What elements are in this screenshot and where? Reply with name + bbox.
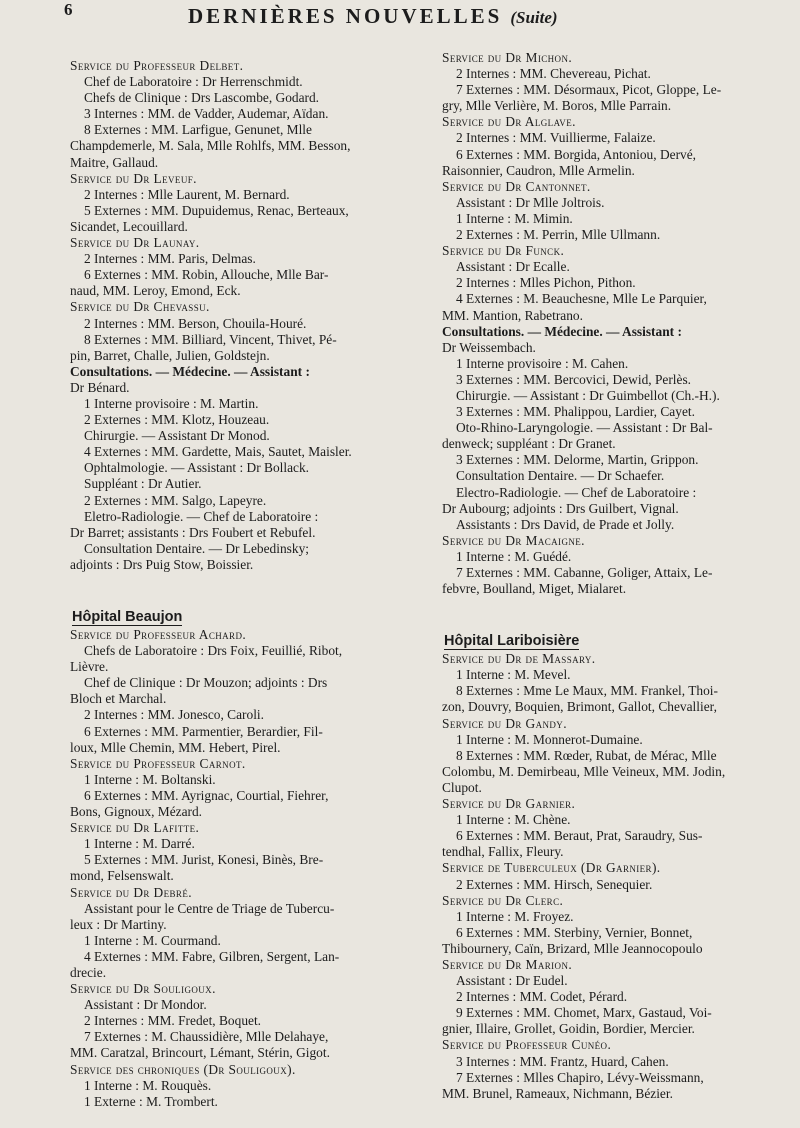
hospital-heading: Hôpital Beaujon: [72, 609, 183, 625]
text-line: 2 Internes : MM. Jonesco, Caroli.: [84, 707, 265, 723]
service-heading: Service du Dr Leveuf.: [70, 170, 197, 186]
text-line: MM. Caratzal, Brincourt, Lémant, Stérin, Gigot.: [70, 1045, 330, 1061]
text-line: 7 Externes : M. Chaussidière, Mlle Delahaye,: [84, 1029, 329, 1045]
service-heading: Service du Dr Funck.: [442, 243, 565, 259]
text-line: Assistant : Dr Mlle Joltrois.: [456, 194, 605, 210]
text-line: 1 Interne : M. Guédé.: [456, 548, 572, 564]
text-line: Consultation Dentaire. — Dr Schaefer.: [456, 468, 665, 484]
text-line: 6 Externes : MM. Ayrignac, Courtial, Fiehrer,: [84, 787, 329, 803]
service-heading: Service du Dr Launay.: [70, 235, 200, 251]
service-heading: Service du Dr de Massary.: [442, 651, 596, 667]
text-line: Clupot.: [442, 779, 482, 795]
text-line: 5 Externes : MM. Jurist, Konesi, Binès, Bre-: [84, 852, 324, 868]
text-line: mond, Felsenswalt.: [70, 868, 174, 884]
service-heading: Service des chroniques (Dr Souligoux).: [70, 1061, 296, 1077]
text-line: Sicandet, Lecouillard.: [70, 218, 188, 234]
text-line: 3 Externes : MM. Phalippou, Lardier, Cayet.: [456, 404, 695, 420]
text-line: 3 Internes : MM. de Vadder, Audemar, Aïdan.: [84, 106, 329, 122]
text-line: 2 Internes : MM. Fredet, Boquet.: [84, 1013, 262, 1029]
text-line: Chef de Clinique : Dr Mouzon; adjoints : Drs: [84, 675, 328, 691]
text-line: Dr Weissembach.: [442, 339, 536, 355]
text-line: Assistants : Drs David, de Prade et Jolly.: [456, 516, 675, 532]
text-line: Dr Aubourg; adjoints : Drs Guilbert, Vignal.: [442, 500, 679, 516]
text-line: Maitre, Gallaud.: [70, 154, 159, 170]
text-line: 1 Interne : M. Darré.: [84, 836, 195, 852]
right-column: [442, 50, 788, 1102]
spacer: [442, 597, 788, 614]
text-line: denweck; suppléant : Dr Granet.: [442, 436, 616, 452]
text-line: Chefs de Laboratoire : Drs Foix, Feuillié, Ribot,: [84, 643, 343, 659]
service-heading: Service du Dr Souligoux.: [70, 981, 216, 997]
text-line: 2 Externes : MM. Hirsch, Senequier.: [456, 876, 653, 892]
text-line: Ophtalmologie. — Assistant : Dr Bollack.: [84, 460, 310, 476]
text-line: 1 Interne : M. Froyez.: [456, 908, 574, 924]
text-line: Thibournery, Caïn, Brizard, Mlle Jeannocopoulo: [442, 940, 703, 956]
spacer: [442, 614, 788, 631]
service-heading: Service du Professeur Achard.: [70, 627, 247, 642]
text-line: 1 Interne : M. Chène.: [456, 812, 571, 828]
text-line: 1 Interne : M. Rouquès.: [84, 1077, 212, 1093]
text-line: 2 Internes : Mlle Laurent, M. Bernard.: [84, 186, 290, 202]
text-line: 8 Externes : MM. Larfigue, Genunet, Mlle: [84, 122, 312, 138]
service-heading: Service du Dr Alglave.: [442, 114, 576, 130]
service-heading: Service du Professeur Delbet.: [70, 58, 244, 73]
page-number: 6: [64, 0, 73, 19]
text-line: Bloch et Marchal.: [70, 691, 167, 707]
service-heading: Service du Dr Clerc.: [442, 892, 564, 908]
text-line: 8 Externes : Mme Le Maux, MM. Frankel, Thoi-: [456, 683, 718, 699]
text-line: 1 Interne : M. Mimin.: [456, 210, 573, 226]
text-line: Electro-Radiologie. — Chef de Laboratoire :: [456, 484, 697, 500]
text-line: 8 Externes : MM. Billiard, Vincent, Thivet, Pé-: [84, 331, 337, 347]
text-line: 6 Externes : MM. Robin, Allouche, Mlle Bar-: [84, 267, 329, 283]
text-line: 1 Interne provisoire : M. Martin.: [84, 395, 259, 411]
text-line: 2 Internes : Mlles Pichon, Pithon.: [456, 275, 636, 291]
service-heading: Service du Dr Cantonnet.: [442, 178, 591, 194]
text-line: Consultation Dentaire. — Dr Lebedinsky;: [84, 540, 309, 556]
text-line: Raisonnier, Caudron, Mlle Armelin.: [442, 162, 635, 178]
text-line: 4 Externes : MM. Fabre, Gilbren, Sergent, Lan-: [84, 948, 340, 964]
text-line: 1 Interne : M. Courmand.: [84, 932, 221, 948]
text-line: 9 Externes : MM. Chomet, Marx, Gastaud, Voi-: [456, 1005, 712, 1021]
text-line: 2 Internes : MM. Berson, Chouila-Houré.: [84, 315, 307, 331]
hospital-heading: Hôpital Lariboisière: [444, 633, 580, 650]
text-line: 3 Internes : MM. Frantz, Huard, Cahen.: [456, 1053, 669, 1069]
service-heading: Service du Dr Michon.: [442, 50, 573, 65]
running-head-title: DERNIÈRES NOUVELLES: [188, 4, 503, 28]
text-line: 2 Externes : MM. Salgo, Lapeyre.: [84, 492, 267, 508]
text-line: 1 Interne : M. Mevel.: [456, 667, 571, 683]
text-line: Assistant : Dr Eudel.: [456, 973, 568, 989]
text-line: Champdemerle, M. Sala, Mlle Rohlfs, MM. Besson,: [70, 138, 351, 154]
text-line: gnier, Illaire, Grollet, Goidin, Bordier, Mercier.: [442, 1021, 695, 1037]
service-heading: Service du Dr Gandy.: [442, 715, 567, 731]
left-column: [70, 58, 417, 1110]
text-line: Dr Barret; assistants : Drs Foubert et Rebufel.: [70, 524, 316, 540]
text-line: Chef de Laboratoire : Dr Herrenschmidt.: [84, 74, 303, 90]
text-line: Chirurgie. — Assistant : Dr Guimbellot (Ch.-H.).: [456, 387, 720, 403]
text-line: loux, Mlle Chemin, MM. Hebert, Pirel.: [70, 739, 281, 755]
text-line: Assistant pour le Centre de Triage de Tubercu-: [84, 900, 335, 916]
service-heading: Service du Professeur Carnot.: [70, 755, 246, 771]
text-line: 1 Interne : M. Boltanski.: [84, 771, 216, 787]
text-line: 1 Externe : M. Trombert.: [84, 1093, 218, 1109]
service-heading: Service du Dr Debré.: [70, 884, 192, 900]
text-line: 2 Internes : MM. Chevereau, Pichat.: [456, 66, 651, 82]
text-line: 8 Externes : MM. Rœder, Rubat, de Mérac, Mlle: [456, 747, 717, 763]
service-heading: Service du Dr Marion.: [442, 956, 573, 972]
text-line: MM. Brunel, Rameaux, Nichmann, Bézier.: [442, 1085, 673, 1101]
consultations-heading: Consultations. — Médecine. — Assistant :: [442, 323, 682, 339]
text-line: Chefs de Clinique : Drs Lascombe, Godard.: [84, 90, 320, 106]
spacer: [70, 573, 417, 590]
text-line: naud, MM. Leroy, Emond, Eck.: [70, 283, 241, 299]
text-line: pin, Barret, Challe, Julien, Goldstejn.: [70, 347, 270, 363]
text-line: 1 Interne provisoire : M. Cahen.: [456, 355, 629, 371]
text-line: Bons, Gignoux, Mézard.: [70, 804, 203, 820]
text-line: Assistant : Dr Mondor.: [84, 997, 207, 1013]
text-line: Colombu, M. Demirbeau, Mlle Veineux, MM. Jodin,: [442, 763, 726, 779]
text-line: 2 Externes : M. Perrin, Mlle Ullmann.: [456, 227, 661, 243]
text-line: Suppléant : Dr Autier.: [84, 476, 202, 492]
running-head: [188, 4, 558, 29]
text-line: 6 Externes : MM. Parmentier, Berardier, Fil-: [84, 723, 323, 739]
text-line: 6 Externes : MM. Beraut, Prat, Saraudry, Sus-: [456, 828, 703, 844]
text-line: gry, Mlle Verlière, M. Boros, Mlle Parrain.: [442, 98, 672, 114]
service-heading: Service du Dr Garnier.: [442, 796, 576, 812]
text-line: Assistant : Dr Ecalle.: [456, 259, 570, 275]
text-line: 3 Externes : MM. Delorme, Martin, Grippon.: [456, 452, 699, 468]
text-line: 7 Externes : MM. Cabanne, Goliger, Attaix, Le-: [456, 565, 713, 580]
service-heading: Service du Professeur Cunéo.: [442, 1037, 612, 1053]
text-line: 5 Externes : MM. Dupuidemus, Renac, Berteaux,: [84, 202, 349, 218]
consultations-heading: Consultations. — Médecine. — Assistant :: [70, 363, 310, 379]
text-line: 7 Externes : MM. Désormaux, Picot, Gloppe, Le-: [456, 82, 722, 98]
text-line: 4 Externes : M. Beauchesne, Mlle Le Parquier,: [456, 291, 707, 307]
service-heading: Service de Tuberculeux (Dr Garnier).: [442, 860, 661, 876]
service-heading: Service du Dr Macaigne.: [442, 532, 585, 548]
text-line: 1 Interne : M. Monnerot-Dumaine.: [456, 731, 643, 747]
text-line: 2 Internes : MM. Vuillierme, Falaize.: [456, 130, 656, 146]
text-line: 2 Externes : MM. Klotz, Houzeau.: [84, 412, 270, 428]
text-line: 6 Externes : MM. Sterbiny, Vernier, Bonnet,: [456, 924, 693, 940]
text-line: 6 Externes : MM. Borgida, Antoniou, Dervé,: [456, 146, 697, 162]
text-line: tendhal, Fallix, Fleury.: [442, 844, 564, 860]
text-line: Chirurgie. — Assistant Dr Monod.: [84, 428, 270, 444]
text-line: febvre, Boulland, Miget, Mialaret.: [442, 581, 627, 597]
text-line: 2 Internes : MM. Paris, Delmas.: [84, 251, 256, 267]
running-head-suite: (Suite): [510, 8, 558, 27]
text-line: Oto-Rhino-Laryngologie. — Assistant : Dr Bal-: [456, 420, 713, 436]
text-line: 3 Externes : MM. Bercovici, Dewid, Perlès.: [456, 371, 692, 387]
text-line: leux : Dr Martiny.: [70, 916, 167, 932]
text-line: 7 Externes : Mlles Chapiro, Lévy-Weissmann,: [456, 1069, 704, 1085]
text-line: zon, Douvry, Boquien, Brimont, Gallot, Chevallier,: [442, 699, 717, 715]
text-line: MM. Mantion, Rabetrano.: [442, 307, 583, 323]
service-heading: Service du Dr Lafitte.: [70, 820, 200, 836]
text-line: drecie.: [70, 964, 107, 980]
text-line: Lièvre.: [70, 659, 109, 675]
text-line: 2 Internes : MM. Codet, Pérard.: [456, 989, 628, 1005]
service-heading: Service du Dr Chevassu.: [70, 299, 210, 315]
text-line: Dr Bénard.: [70, 379, 130, 395]
spacer: [70, 590, 417, 607]
text-line: adjoints : Drs Puig Stow, Boissier.: [70, 556, 254, 572]
text-line: Eletro-Radiologie. — Chef de Laboratoire :: [84, 508, 319, 524]
text-line: 4 Externes : MM. Gardette, Mais, Sautet, Maisler.: [84, 444, 352, 460]
